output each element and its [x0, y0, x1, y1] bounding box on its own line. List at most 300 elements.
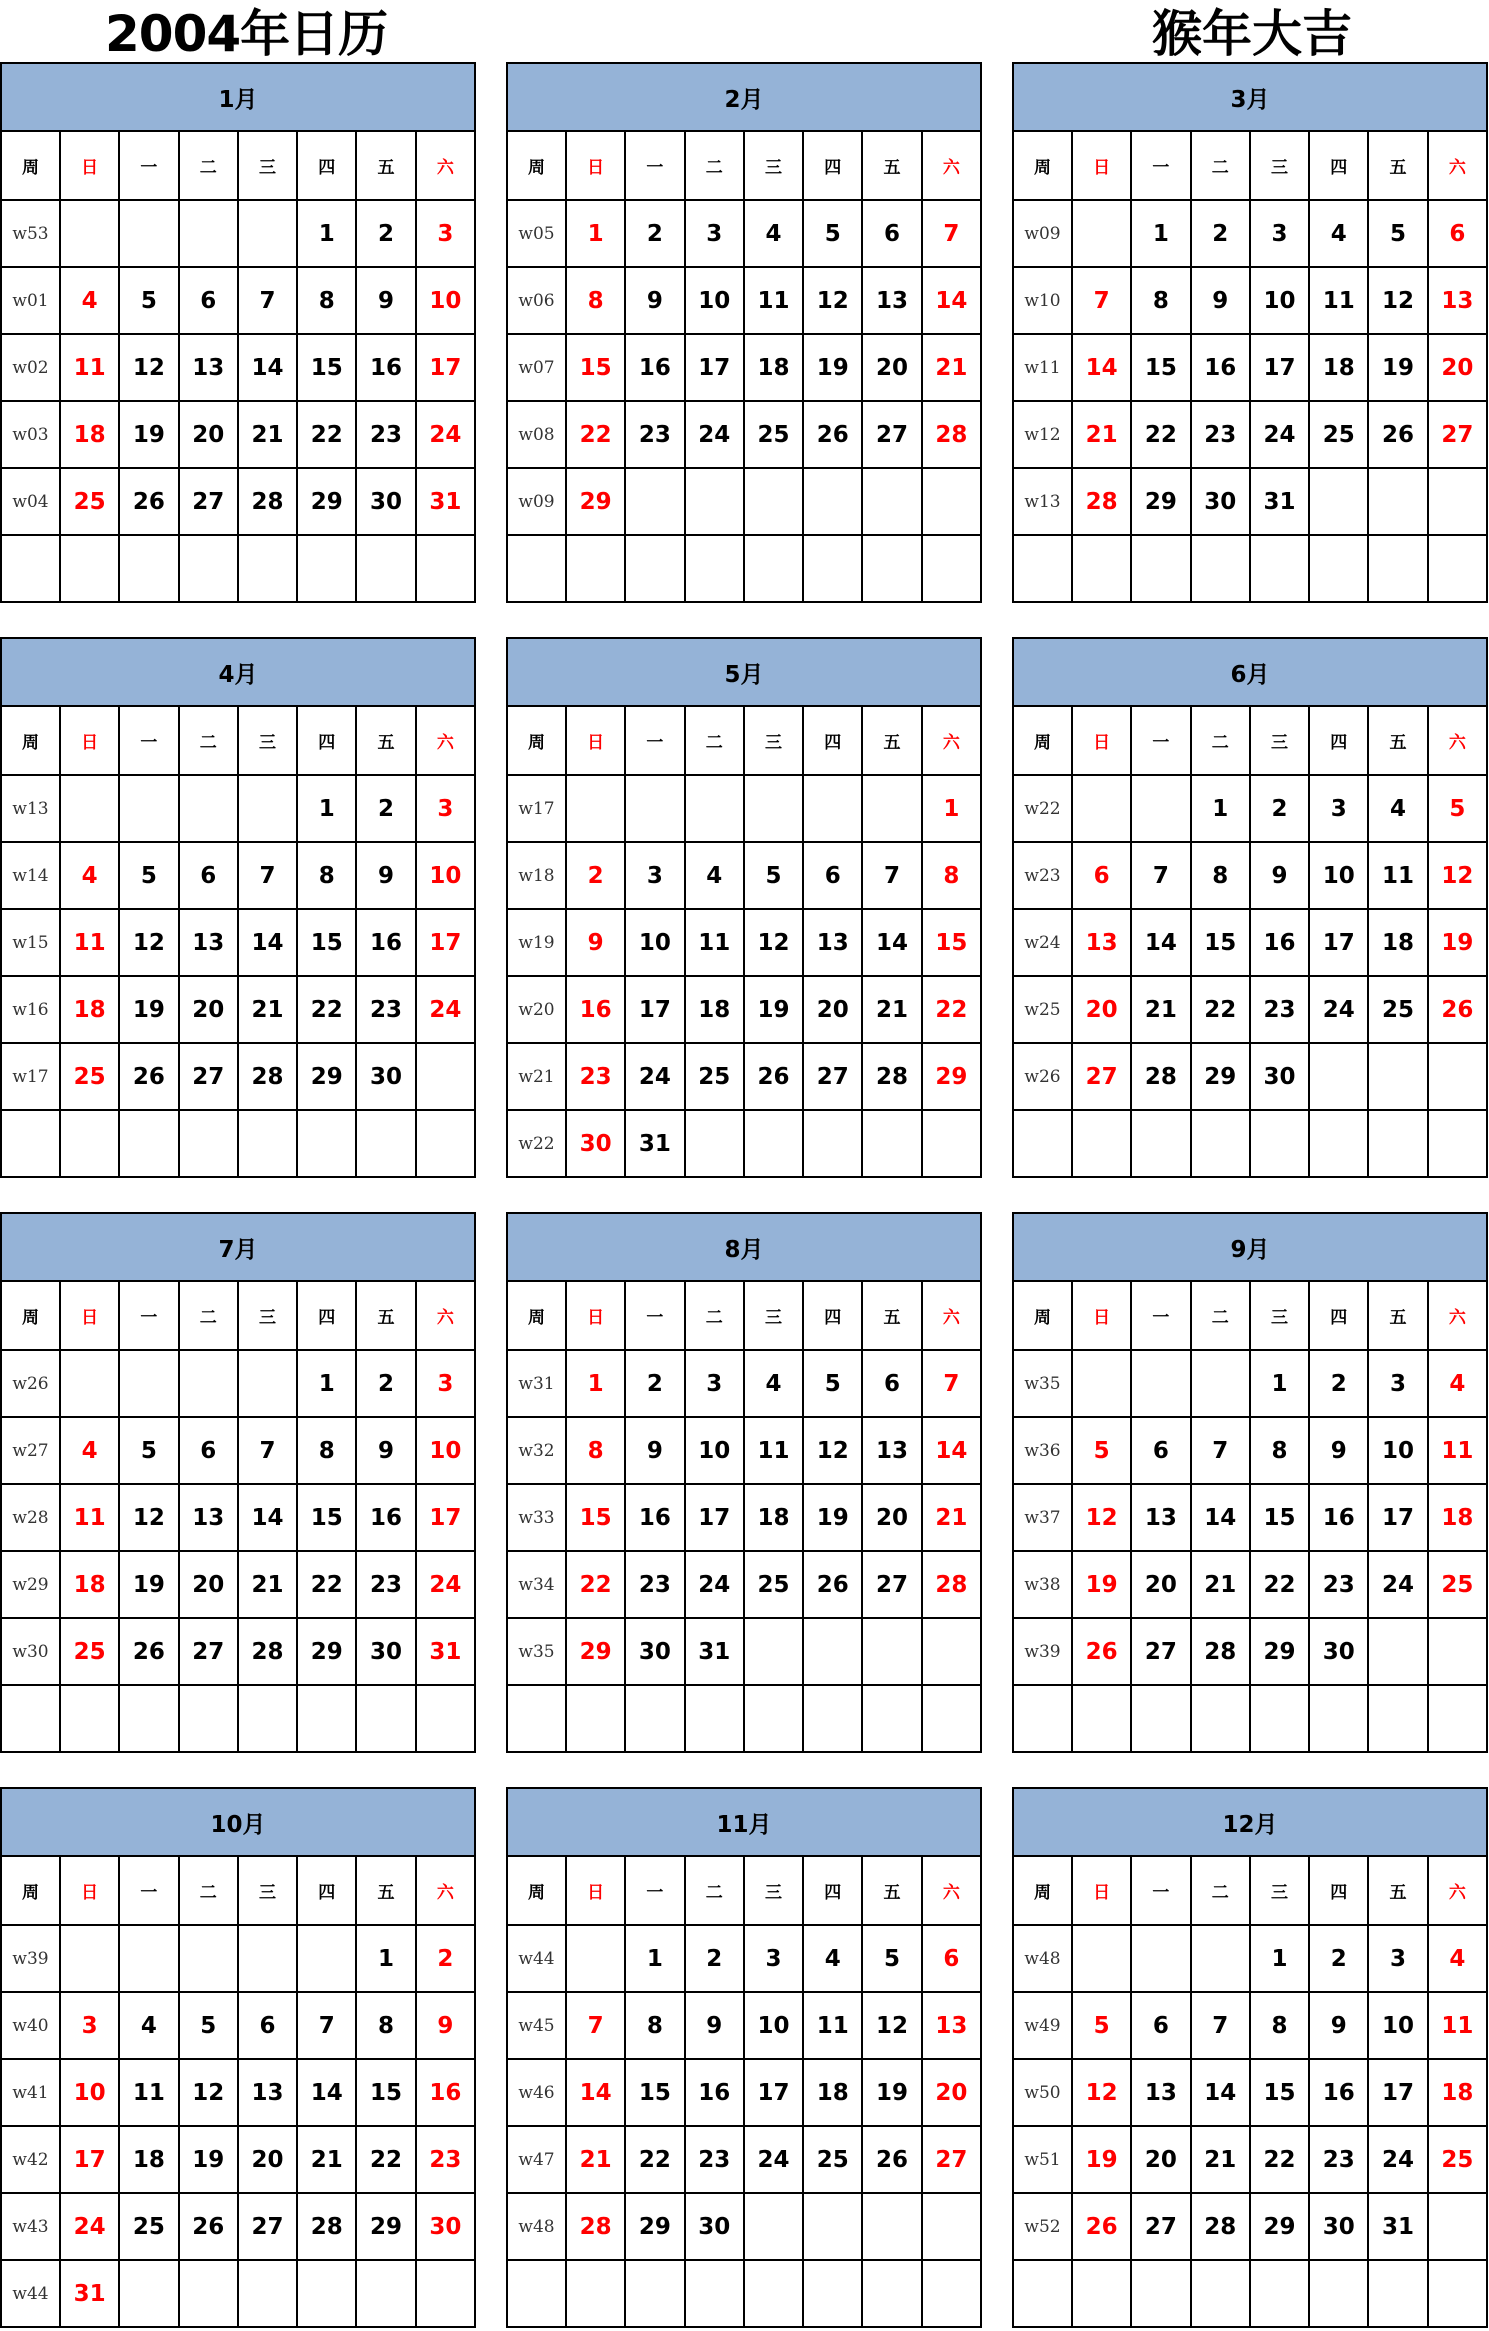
month-header: 12月: [1013, 1788, 1487, 1856]
week-number: w39: [1013, 1618, 1072, 1685]
day-cell: 29: [625, 2193, 684, 2260]
day-cell: [1191, 1925, 1250, 1992]
week-number: w04: [1, 468, 60, 535]
weekday-label: 六: [416, 706, 475, 775]
day-cell: [1428, 2193, 1487, 2260]
day-cell: 18: [1368, 909, 1427, 976]
day-cell: 5: [119, 1417, 178, 1484]
day-cell: 3: [1250, 200, 1309, 267]
day-cell: [1072, 200, 1131, 267]
day-cell: 12: [1428, 842, 1487, 909]
day-cell: 20: [862, 334, 921, 401]
day-cell: 31: [416, 468, 475, 535]
day-cell: 5: [179, 1992, 238, 2059]
day-cell: 26: [1072, 2193, 1131, 2260]
week-number: w09: [1013, 200, 1072, 267]
day-cell: 29: [1191, 1043, 1250, 1110]
day-cell: [744, 1110, 803, 1177]
day-cell: 5: [119, 842, 178, 909]
day-cell: [862, 1685, 921, 1752]
day-cell: 19: [179, 2126, 238, 2193]
day-cell: 30: [356, 1043, 415, 1110]
day-cell: 5: [744, 842, 803, 909]
weekday-label: 四: [803, 706, 862, 775]
day-cell: 6: [922, 1925, 981, 1992]
day-cell: 28: [1072, 468, 1131, 535]
day-cell: 17: [1309, 909, 1368, 976]
month-table: [0, 1212, 476, 1753]
weekday-label: 周: [1, 706, 60, 775]
day-cell: 10: [60, 2059, 119, 2126]
day-cell: 25: [1309, 401, 1368, 468]
weekday-label: 二: [685, 131, 744, 200]
day-cell: 16: [625, 1484, 684, 1551]
weekday-label: 周: [1, 1281, 60, 1350]
day-cell: 27: [179, 1043, 238, 1110]
day-cell: 6: [1131, 1417, 1190, 1484]
day-cell: 20: [803, 976, 862, 1043]
day-cell: 5: [1072, 1417, 1131, 1484]
day-cell: [803, 1110, 862, 1177]
day-cell: [1368, 468, 1427, 535]
day-cell: 8: [297, 1417, 356, 1484]
day-cell: 10: [1309, 842, 1368, 909]
day-cell: 20: [1131, 2126, 1190, 2193]
day-cell: [238, 1925, 297, 1992]
day-cell: [1072, 1350, 1131, 1417]
day-cell: [625, 468, 684, 535]
week-number: [1, 535, 60, 602]
weekday-label: 二: [179, 1281, 238, 1350]
month-header: 1月: [1, 63, 475, 131]
day-cell: [922, 535, 981, 602]
week-number: w02: [1, 334, 60, 401]
weekday-label: 周: [507, 1281, 566, 1350]
day-cell: 26: [803, 1551, 862, 1618]
day-cell: [1428, 468, 1487, 535]
day-cell: 25: [1368, 976, 1427, 1043]
weekday-label: 五: [1368, 706, 1427, 775]
day-cell: 2: [416, 1925, 475, 1992]
day-cell: 25: [803, 2126, 862, 2193]
day-cell: [356, 535, 415, 602]
weekday-label: 二: [1191, 706, 1250, 775]
day-cell: 26: [1072, 1618, 1131, 1685]
day-cell: [625, 535, 684, 602]
weekday-label: 三: [1250, 131, 1309, 200]
day-cell: [566, 535, 625, 602]
day-cell: 28: [1191, 1618, 1250, 1685]
day-cell: [356, 1110, 415, 1177]
week-number: w45: [507, 1992, 566, 2059]
day-cell: [60, 200, 119, 267]
day-cell: 2: [1250, 775, 1309, 842]
day-cell: 23: [1309, 1551, 1368, 1618]
day-cell: 4: [60, 1417, 119, 1484]
day-cell: 31: [1368, 2193, 1427, 2260]
weekday-label: 一: [625, 706, 684, 775]
weekday-label: 日: [1072, 706, 1131, 775]
day-cell: [60, 775, 119, 842]
day-cell: 28: [922, 1551, 981, 1618]
day-cell: [1072, 1925, 1131, 1992]
day-cell: [744, 1618, 803, 1685]
day-cell: [297, 1685, 356, 1752]
day-cell: 23: [356, 976, 415, 1043]
day-cell: [1368, 1043, 1427, 1110]
month-header: 4月: [1, 638, 475, 706]
day-cell: 26: [119, 468, 178, 535]
day-cell: [238, 1110, 297, 1177]
week-number: [1013, 2260, 1072, 2327]
day-cell: 7: [922, 200, 981, 267]
week-number: w12: [1013, 401, 1072, 468]
month-table: [1012, 62, 1488, 603]
weekday-label: 二: [179, 706, 238, 775]
week-number: w17: [1, 1043, 60, 1110]
day-cell: 29: [566, 468, 625, 535]
day-cell: 29: [922, 1043, 981, 1110]
day-cell: 12: [1072, 1484, 1131, 1551]
day-cell: 25: [1428, 2126, 1487, 2193]
day-cell: [744, 775, 803, 842]
day-cell: [60, 1110, 119, 1177]
day-cell: [685, 535, 744, 602]
weekday-label: 六: [1428, 1856, 1487, 1925]
day-cell: 22: [1250, 2126, 1309, 2193]
month-header: 11月: [507, 1788, 981, 1856]
day-cell: 30: [625, 1618, 684, 1685]
day-cell: 20: [179, 1551, 238, 1618]
day-cell: [1428, 535, 1487, 602]
weekday-label: 一: [119, 1856, 178, 1925]
day-cell: 13: [238, 2059, 297, 2126]
day-cell: 8: [1250, 1417, 1309, 1484]
day-cell: 10: [416, 842, 475, 909]
day-cell: 10: [416, 267, 475, 334]
day-cell: 10: [1250, 267, 1309, 334]
day-cell: 27: [1131, 2193, 1190, 2260]
weekday-label: 周: [1, 131, 60, 200]
week-number: w31: [507, 1350, 566, 1417]
weekday-label: 周: [1013, 131, 1072, 200]
month-header: 6月: [1013, 638, 1487, 706]
day-cell: 21: [1072, 401, 1131, 468]
day-cell: [685, 775, 744, 842]
day-cell: 7: [1191, 1417, 1250, 1484]
weekday-label: 二: [1191, 1281, 1250, 1350]
day-cell: 6: [862, 1350, 921, 1417]
day-cell: 1: [1191, 775, 1250, 842]
day-cell: 2: [356, 200, 415, 267]
day-cell: 9: [356, 842, 415, 909]
day-cell: [685, 2260, 744, 2327]
day-cell: 1: [297, 200, 356, 267]
day-cell: 2: [685, 1925, 744, 1992]
weekday-label: 二: [1191, 1856, 1250, 1925]
day-cell: [1250, 535, 1309, 602]
day-cell: 9: [416, 1992, 475, 2059]
month-header: 5月: [507, 638, 981, 706]
weekday-label: 二: [179, 131, 238, 200]
day-cell: [566, 775, 625, 842]
day-cell: 13: [1072, 909, 1131, 976]
day-cell: [566, 2260, 625, 2327]
weekday-label: 六: [1428, 1281, 1487, 1350]
week-number: w08: [507, 401, 566, 468]
day-cell: [744, 1685, 803, 1752]
day-cell: 17: [685, 1484, 744, 1551]
weekday-label: 五: [1368, 1856, 1427, 1925]
day-cell: 31: [416, 1618, 475, 1685]
day-cell: 16: [356, 1484, 415, 1551]
day-cell: [179, 1350, 238, 1417]
day-cell: [297, 2260, 356, 2327]
day-cell: [1191, 2260, 1250, 2327]
weekday-label: 日: [566, 131, 625, 200]
day-cell: [416, 535, 475, 602]
day-cell: [1428, 2260, 1487, 2327]
day-cell: [1131, 1350, 1190, 1417]
day-cell: 13: [179, 334, 238, 401]
day-cell: 22: [1191, 976, 1250, 1043]
day-cell: 9: [1309, 1992, 1368, 2059]
week-number: w44: [507, 1925, 566, 1992]
weekday-label: 一: [1131, 1281, 1190, 1350]
day-cell: 2: [356, 1350, 415, 1417]
day-cell: 8: [625, 1992, 684, 2059]
day-cell: [1368, 1110, 1427, 1177]
day-cell: 17: [685, 334, 744, 401]
day-cell: 14: [922, 267, 981, 334]
day-cell: 31: [60, 2260, 119, 2327]
weekday-label: 日: [566, 1856, 625, 1925]
month-table: [0, 1787, 476, 2328]
day-cell: 7: [238, 267, 297, 334]
day-cell: [1309, 1043, 1368, 1110]
day-cell: [1309, 535, 1368, 602]
weekday-label: 周: [507, 1856, 566, 1925]
day-cell: 17: [1368, 1484, 1427, 1551]
day-cell: [356, 1685, 415, 1752]
day-cell: 6: [179, 267, 238, 334]
day-cell: 21: [238, 976, 297, 1043]
day-cell: [297, 535, 356, 602]
week-number: w11: [1013, 334, 1072, 401]
day-cell: 23: [625, 401, 684, 468]
day-cell: 23: [566, 1043, 625, 1110]
week-number: w28: [1, 1484, 60, 1551]
day-cell: 17: [625, 976, 684, 1043]
weekday-label: 五: [356, 131, 415, 200]
day-cell: 19: [862, 2059, 921, 2126]
day-cell: 8: [1131, 267, 1190, 334]
day-cell: [179, 1110, 238, 1177]
day-cell: 6: [1131, 1992, 1190, 2059]
day-cell: 23: [356, 401, 415, 468]
day-cell: 27: [1131, 1618, 1190, 1685]
day-cell: 12: [119, 909, 178, 976]
day-cell: [1072, 1110, 1131, 1177]
day-cell: [297, 1925, 356, 1992]
day-cell: 3: [416, 775, 475, 842]
month-table: [506, 637, 982, 1178]
week-number: w39: [1, 1925, 60, 1992]
day-cell: 24: [685, 1551, 744, 1618]
day-cell: 14: [238, 909, 297, 976]
day-cell: 23: [356, 1551, 415, 1618]
day-cell: 30: [685, 2193, 744, 2260]
day-cell: 5: [1072, 1992, 1131, 2059]
day-cell: [238, 775, 297, 842]
day-cell: 14: [238, 1484, 297, 1551]
day-cell: 19: [803, 1484, 862, 1551]
day-cell: 6: [803, 842, 862, 909]
weekday-label: 四: [297, 131, 356, 200]
day-cell: [1250, 2260, 1309, 2327]
day-cell: 28: [922, 401, 981, 468]
month-table: [1012, 1212, 1488, 1753]
day-cell: 1: [566, 1350, 625, 1417]
day-cell: [238, 200, 297, 267]
weekday-label: 三: [238, 1281, 297, 1350]
day-cell: [862, 775, 921, 842]
day-cell: 12: [803, 267, 862, 334]
day-cell: 13: [862, 1417, 921, 1484]
day-cell: 20: [179, 401, 238, 468]
day-cell: 18: [1428, 1484, 1487, 1551]
day-cell: 15: [566, 1484, 625, 1551]
day-cell: [625, 1685, 684, 1752]
day-cell: [803, 468, 862, 535]
month-header: 10月: [1, 1788, 475, 1856]
weekday-label: 日: [60, 1856, 119, 1925]
day-cell: [922, 2193, 981, 2260]
month-header: 2月: [507, 63, 981, 131]
day-cell: 5: [803, 200, 862, 267]
day-cell: 8: [356, 1992, 415, 2059]
week-number: w32: [507, 1417, 566, 1484]
day-cell: 9: [1250, 842, 1309, 909]
weekday-label: 三: [744, 1281, 803, 1350]
day-cell: 20: [922, 2059, 981, 2126]
day-cell: [862, 1618, 921, 1685]
day-cell: 12: [744, 909, 803, 976]
day-cell: 13: [179, 909, 238, 976]
week-number: w48: [507, 2193, 566, 2260]
day-cell: 19: [744, 976, 803, 1043]
week-number: w40: [1, 1992, 60, 2059]
day-cell: 25: [744, 1551, 803, 1618]
day-cell: [416, 1043, 475, 1110]
day-cell: [1309, 1685, 1368, 1752]
weekday-label: 日: [60, 1281, 119, 1350]
week-number: w35: [1013, 1350, 1072, 1417]
weekday-label: 六: [922, 1281, 981, 1350]
day-cell: [179, 535, 238, 602]
day-cell: 3: [744, 1925, 803, 1992]
week-number: w13: [1, 775, 60, 842]
day-cell: 8: [1191, 842, 1250, 909]
day-cell: [179, 2260, 238, 2327]
weekday-label: 六: [922, 706, 981, 775]
day-cell: 4: [1428, 1350, 1487, 1417]
day-cell: 3: [685, 1350, 744, 1417]
week-number: w42: [1, 2126, 60, 2193]
day-cell: 19: [803, 334, 862, 401]
month-table: [506, 62, 982, 603]
week-number: w22: [1013, 775, 1072, 842]
day-cell: 19: [119, 401, 178, 468]
day-cell: 18: [60, 1551, 119, 1618]
day-cell: 28: [238, 1043, 297, 1110]
week-number: w24: [1013, 909, 1072, 976]
day-cell: [862, 535, 921, 602]
day-cell: 27: [1072, 1043, 1131, 1110]
day-cell: [119, 2260, 178, 2327]
day-cell: 1: [1131, 200, 1190, 267]
day-cell: [862, 468, 921, 535]
day-cell: 1: [922, 775, 981, 842]
weekday-label: 五: [356, 1281, 415, 1350]
day-cell: 6: [1428, 200, 1487, 267]
day-cell: 28: [238, 468, 297, 535]
day-cell: 2: [625, 200, 684, 267]
day-cell: [179, 1685, 238, 1752]
day-cell: [1368, 2260, 1427, 2327]
day-cell: [1131, 775, 1190, 842]
month-header: 3月: [1013, 63, 1487, 131]
day-cell: 19: [1428, 909, 1487, 976]
day-cell: 30: [416, 2193, 475, 2260]
week-number: w29: [1, 1551, 60, 1618]
day-cell: 3: [1309, 775, 1368, 842]
day-cell: 27: [1428, 401, 1487, 468]
day-cell: 13: [1131, 2059, 1190, 2126]
month-table: [506, 1212, 982, 1753]
day-cell: 22: [297, 401, 356, 468]
day-cell: 19: [119, 1551, 178, 1618]
day-cell: [60, 1685, 119, 1752]
week-number: [507, 535, 566, 602]
week-number: w03: [1, 401, 60, 468]
day-cell: 15: [922, 909, 981, 976]
day-cell: 28: [862, 1043, 921, 1110]
day-cell: 7: [297, 1992, 356, 2059]
day-cell: 22: [922, 976, 981, 1043]
day-cell: [803, 775, 862, 842]
day-cell: 11: [60, 1484, 119, 1551]
day-cell: 24: [685, 401, 744, 468]
day-cell: [685, 1110, 744, 1177]
weekday-label: 六: [922, 131, 981, 200]
week-number: w20: [507, 976, 566, 1043]
week-number: w22: [507, 1110, 566, 1177]
day-cell: 16: [566, 976, 625, 1043]
day-cell: 20: [1131, 1551, 1190, 1618]
day-cell: 26: [803, 401, 862, 468]
day-cell: 19: [1072, 1551, 1131, 1618]
day-cell: 14: [1072, 334, 1131, 401]
day-cell: 12: [119, 334, 178, 401]
week-number: w18: [507, 842, 566, 909]
day-cell: 8: [1250, 1992, 1309, 2059]
weekday-label: 日: [1072, 1281, 1131, 1350]
week-number: w13: [1013, 468, 1072, 535]
day-cell: 28: [238, 1618, 297, 1685]
day-cell: 20: [238, 2126, 297, 2193]
day-cell: 13: [179, 1484, 238, 1551]
